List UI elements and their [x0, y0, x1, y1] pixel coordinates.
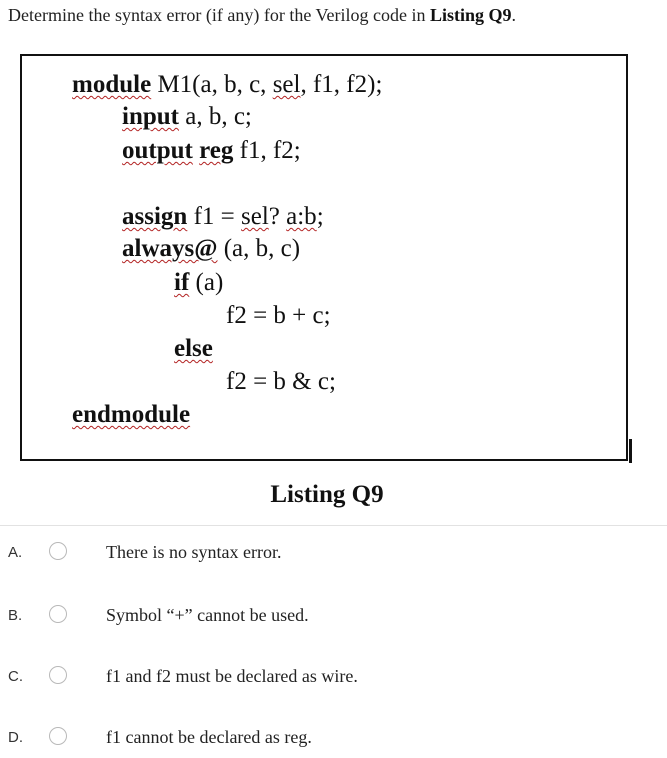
question-listing-ref: Listing Q9: [430, 5, 512, 25]
option-letter: C.: [8, 668, 23, 685]
option-c[interactable]: [0, 664, 667, 694]
option-text[interactable]: f1 and f2 must be declared as wire.: [106, 666, 358, 686]
kw-endmodule: endmodule: [72, 401, 191, 428]
code-line-f2-and: f2 = b & c;: [226, 368, 336, 395]
module-ports: , f1, f2);: [300, 71, 383, 98]
option-text[interactable]: f1 cannot be declared as reg.: [106, 727, 312, 747]
option-text[interactable]: Symbol “+” cannot be used.: [106, 605, 309, 625]
input-list: a, b, c;: [178, 103, 252, 130]
assign-ab: a:b: [286, 203, 317, 230]
kw-reg: reg: [199, 137, 234, 164]
code-line-module: [72, 72, 382, 97]
code-line-always: [122, 236, 300, 261]
code-line-assign: [122, 204, 324, 229]
sel-port: sel: [272, 71, 301, 98]
code-line-f2-add: f2 = b + c;: [226, 302, 331, 329]
kw-always: always@: [122, 235, 218, 262]
code-listing-box: [20, 54, 628, 461]
code-line-output: [122, 138, 301, 163]
option-text[interactable]: There is no syntax error.: [106, 542, 282, 562]
kw-assign: assign: [122, 203, 188, 230]
code-line-if: [174, 270, 223, 295]
kw-output: output: [122, 137, 193, 164]
radio-button[interactable]: [49, 605, 67, 623]
option-letter: A.: [8, 544, 23, 561]
sensitivity-list: (a, b, c): [217, 235, 301, 262]
output-list: f1, f2;: [233, 137, 301, 164]
radio-button[interactable]: [49, 542, 67, 560]
question-text: [8, 5, 516, 26]
radio-button[interactable]: [49, 727, 67, 745]
question-suffix: .: [511, 5, 517, 25]
module-name: M1(a, b, c,: [151, 71, 273, 98]
assign-lhs: f1 =: [187, 203, 241, 230]
option-b[interactable]: [0, 603, 667, 633]
kw-if: if: [174, 269, 190, 296]
kw-else: else: [174, 335, 213, 362]
kw-module: module: [72, 71, 152, 98]
if-condition: (a): [189, 269, 224, 296]
radio-button[interactable]: [49, 666, 67, 684]
divider: [0, 525, 667, 526]
box-edge-mark: [629, 439, 632, 463]
option-letter: B.: [8, 607, 23, 624]
code-line-else: [174, 336, 213, 361]
assign-sel: sel: [241, 203, 269, 230]
kw-input: input: [122, 103, 179, 130]
code-line-endmodule: [72, 402, 190, 427]
option-a[interactable]: [0, 540, 667, 570]
question-prefix: Determine the syntax error (if any) for the Verilog code in: [8, 5, 431, 25]
assign-ternary: ?: [268, 203, 287, 230]
assign-end: ;: [316, 203, 324, 230]
option-letter: D.: [8, 729, 23, 746]
code-line-input: [122, 104, 252, 129]
option-d[interactable]: [0, 725, 667, 755]
listing-caption: Listing Q9: [270, 481, 384, 508]
